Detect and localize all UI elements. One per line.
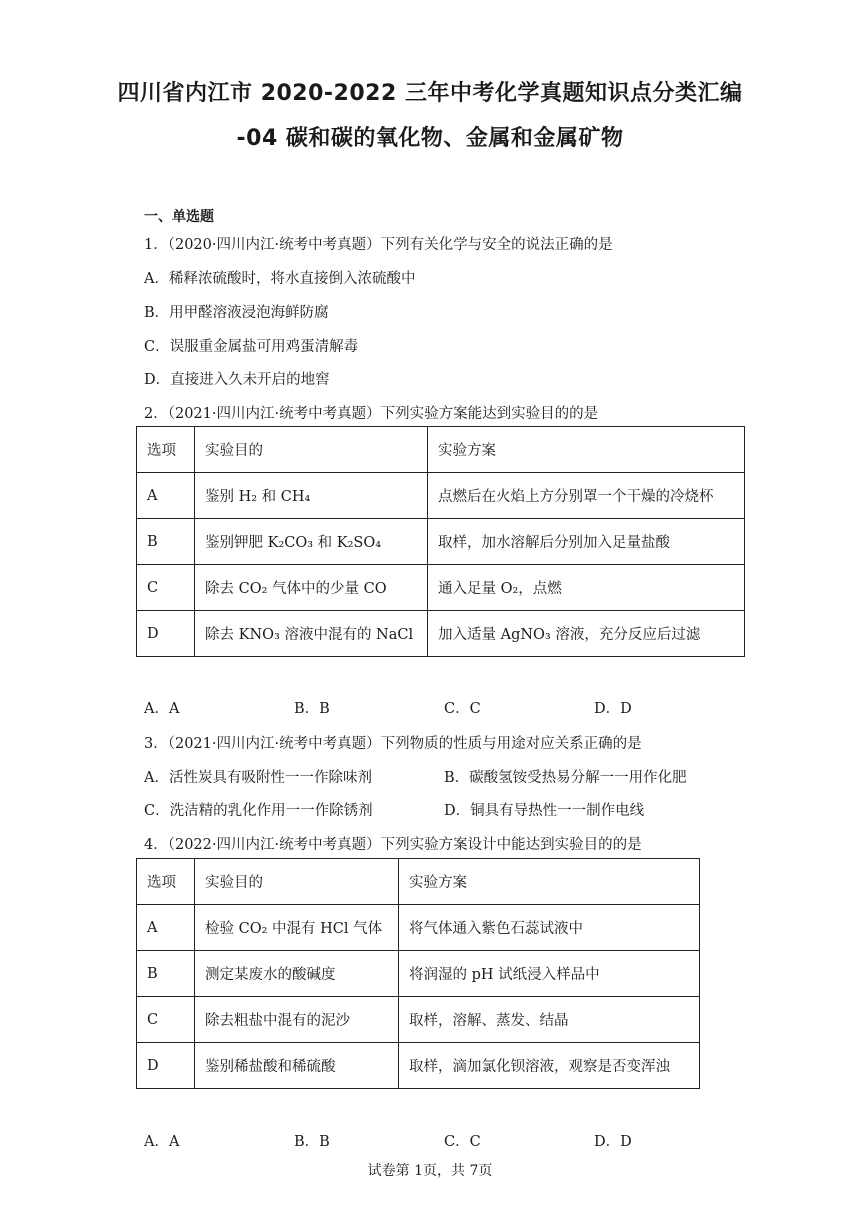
table-cell: 检验 CO₂ 中混有 HCl 气体	[195, 905, 399, 951]
table-cell: A	[137, 473, 195, 519]
q1-option-b: B．用甲醛溶液浸泡海鲜防腐	[144, 305, 329, 321]
q2-stem: 2．（2021·四川内江·统考中考真题）下列实验方案能达到实验目的的是	[144, 406, 599, 422]
table-cell: 除去粗盐中混有的泥沙	[195, 997, 399, 1043]
q4-answer-a: A．A	[144, 1134, 180, 1150]
table-row	[137, 611, 745, 657]
q4-answer-c: C．C	[444, 1134, 481, 1150]
table-row	[137, 951, 700, 997]
q2-table	[136, 426, 745, 657]
table-cell: 取样，加水溶解后分别加入足量盐酸	[428, 519, 745, 565]
table-header-cell: 实验方案	[399, 859, 700, 905]
table-cell: 除去 KNO₃ 溶液中混有的 NaCl	[195, 611, 428, 657]
table-cell: 鉴别 H₂ 和 CH₄	[195, 473, 428, 519]
q1-stem: 1．（2020·四川内江·统考中考真题）下列有关化学与安全的说法正确的是	[144, 237, 613, 253]
q3-option-a: A．活性炭具有吸附性一一作除味剂	[144, 770, 372, 786]
table-row	[137, 565, 745, 611]
section-heading: 一、单选题	[144, 209, 214, 225]
q2-answer-a: A．A	[144, 701, 180, 717]
table-cell: 鉴别钾肥 K₂CO₃ 和 K₂SO₄	[195, 519, 428, 565]
q3-option-d: D．铜具有导热性一一制作电线	[444, 803, 645, 819]
q2-answer-b: B．B	[294, 701, 330, 717]
table-row	[137, 905, 700, 951]
table-cell: 加入适量 AgNO₃ 溶液，充分反应后过滤	[428, 611, 745, 657]
table-cell: 鉴别稀盐酸和稀硫酸	[195, 1043, 399, 1089]
q1-option-c: C．误服重金属盐可用鸡蛋清解毒	[144, 339, 359, 355]
table-header-cell: 实验目的	[195, 859, 399, 905]
page-footer: 试卷第 1页，共 7页	[367, 1163, 493, 1179]
table-cell: 将气体通入紫色石蕊试液中	[399, 905, 700, 951]
table-header-cell: 实验方案	[428, 427, 745, 473]
table-cell: C	[137, 997, 195, 1043]
q3-stem: 3．（2021·四川内江·统考中考真题）下列物质的性质与用途对应关系正确的是	[144, 736, 642, 752]
table-header-cell: 选项	[137, 859, 195, 905]
table-cell: D	[137, 611, 195, 657]
table-row	[137, 519, 745, 565]
q2-answer-c: C．C	[444, 701, 481, 717]
table-cell: D	[137, 1043, 195, 1089]
q1-option-a: A．稀释浓硫酸时，将水直接倒入浓硫酸中	[144, 271, 416, 287]
table-header-row	[137, 427, 745, 473]
q1-option-d: D．直接进入久未开启的地窖	[144, 372, 330, 388]
document-title-line1: 四川省内江市 2020-2022 三年中考化学真题知识点分类汇编	[117, 81, 743, 106]
document-title-line2: -04 碳和碳的氧化物、金属和金属矿物	[236, 126, 624, 151]
table-cell: 取样，滴加氯化钡溶液，观察是否变浑浊	[399, 1043, 700, 1089]
table-cell: B	[137, 519, 195, 565]
table-header-cell: 实验目的	[195, 427, 428, 473]
q4-table	[136, 858, 700, 1089]
table-cell: A	[137, 905, 195, 951]
table-cell: 除去 CO₂ 气体中的少量 CO	[195, 565, 428, 611]
table-row	[137, 1043, 700, 1089]
q2-answer-d: D．D	[594, 701, 632, 717]
q4-answer-b: B．B	[294, 1134, 330, 1150]
table-row	[137, 473, 745, 519]
table-cell: 通入足量 O₂，点燃	[428, 565, 745, 611]
q3-option-c: C．洗洁精的乳化作用一一作除锈剂	[144, 803, 373, 819]
q4-stem: 4．（2022·四川内江·统考中考真题）下列实验方案设计中能达到实验目的的是	[144, 837, 642, 853]
table-header-row	[137, 859, 700, 905]
q3-option-b: B．碳酸氢铵受热易分解一一用作化肥	[444, 770, 687, 786]
table-row	[137, 997, 700, 1043]
table-cell: 测定某废水的酸碱度	[195, 951, 399, 997]
q4-answer-d: D．D	[594, 1134, 632, 1150]
table-cell: B	[137, 951, 195, 997]
table-cell: 将润湿的 pH 试纸浸入样品中	[399, 951, 700, 997]
table-cell: C	[137, 565, 195, 611]
table-cell: 点燃后在火焰上方分别罩一个干燥的冷烧杯	[428, 473, 745, 519]
table-cell: 取样，溶解、蒸发、结晶	[399, 997, 700, 1043]
table-header-cell: 选项	[137, 427, 195, 473]
